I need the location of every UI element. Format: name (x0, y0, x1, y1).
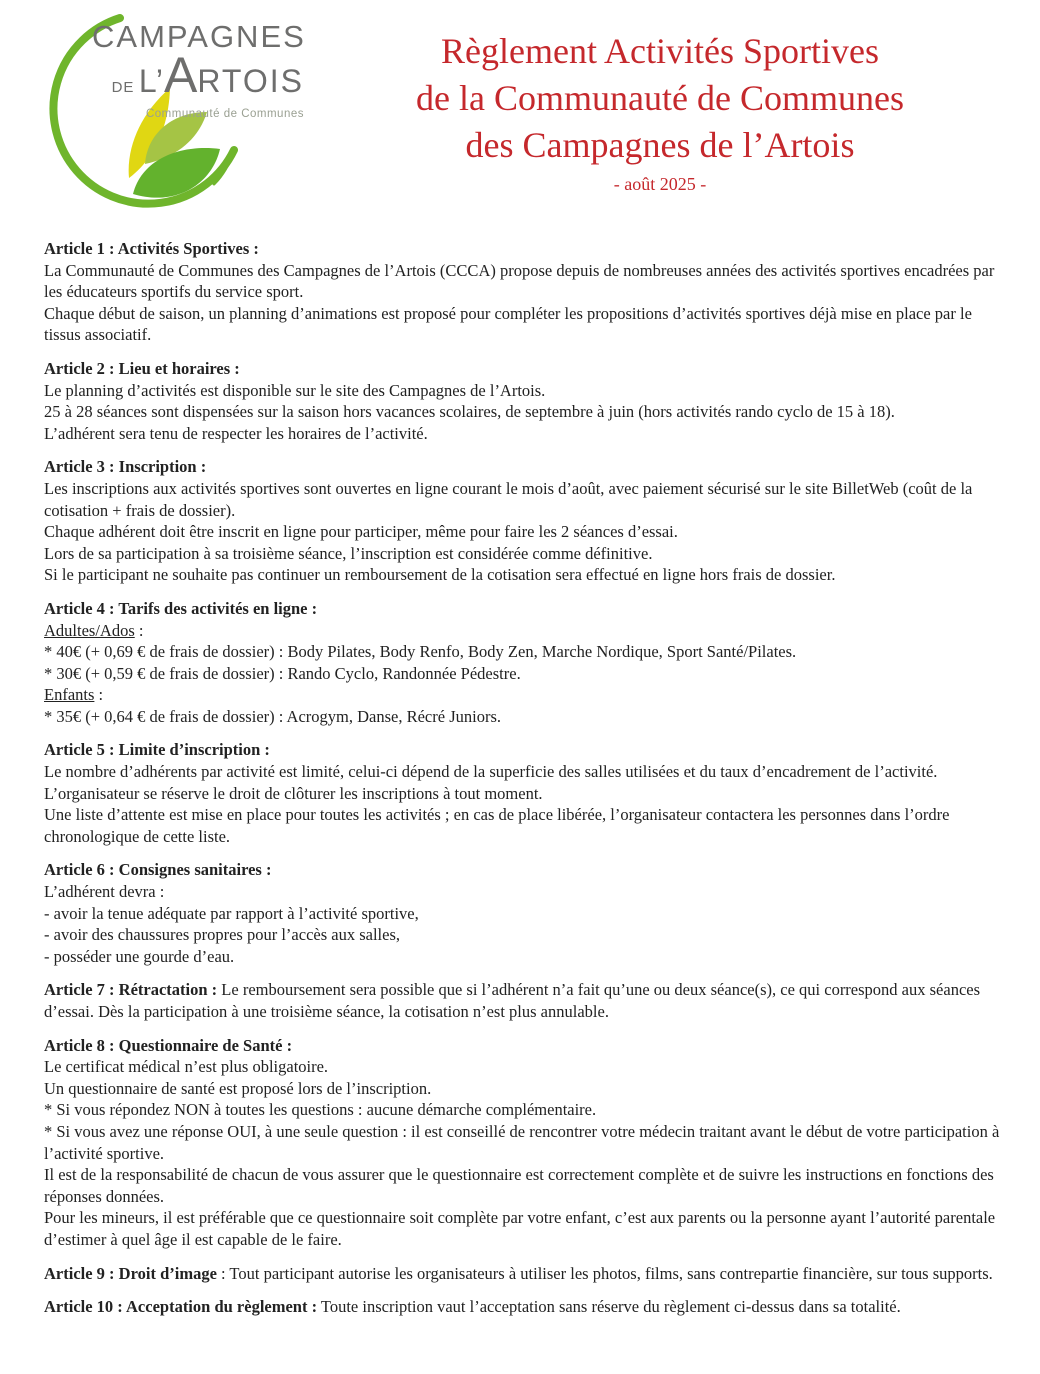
article-2-paragraph-3: L’adhérent sera tenu de respecter les horaires de l’activité. (44, 423, 428, 443)
article-9-text: : Tout participant autorise les organisateurs à utiliser les photos, films, sans contrepartie financière, sur tous supports. (216, 1263, 993, 1283)
article-9-paragraph (44, 1263, 1002, 1285)
article-4-adultes-item-2: * 30€ (+ 0,59 € de frais de dossier) : Rando Cyclo, Randonnée Pédestre. (44, 663, 521, 683)
article-7-paragraph (44, 979, 1002, 1022)
article-6-list-item-1: - avoir la tenue adéquate par rapport à l’activité sportive, (44, 903, 419, 923)
article-7-heading: Article 7 : Rétractation : (44, 980, 218, 1000)
article-2-paragraph-1: Le planning d’activités est disponible sur le site des Campagnes de l’Artois. (44, 380, 546, 400)
article-8 (44, 1035, 1002, 1251)
article-4-adultes-item-1: * 40€ (+ 0,69 € de frais de dossier) : Body Pilates, Body Renfo, Body Zen, Marche Nordique, Sport Santé/Pilates. (44, 642, 797, 662)
adultes-ados-colon: : (134, 620, 144, 640)
article-8-heading: Article 8 : Questionnaire de Santé : (44, 1035, 293, 1055)
article-6-list-item-3: - posséder une gourde d’eau. (44, 946, 235, 966)
article-4-enfants-item-1: * 35€ (+ 0,64 € de frais de dossier) : Acrogym, Danse, Récré Juniors. (44, 706, 501, 726)
article-4 (44, 598, 1002, 728)
adultes-ados-label: Adultes/Ados (44, 620, 135, 640)
article-6-list-item-2: - avoir des chaussures propres pour l’accès aux salles, (44, 925, 400, 945)
article-8-paragraph-5: Il est de la responsabilité de chacun de vous assurer que le questionnaire est correctement complète et de suivre les instructions en fonctions des réponses données. (44, 1165, 994, 1206)
article-10 (44, 1296, 1002, 1318)
article-4-adultes-label (44, 620, 1002, 642)
article-4-enfants-label (44, 684, 1002, 706)
article-1-paragraph-1: La Communauté de Communes des Campagnes de l’Artois (CCCA) propose depuis de nombreuses années des activités sportives encadrées par les éducateurs sportifs du service sport. (44, 260, 995, 302)
logo-wordmark-a: A (164, 47, 198, 103)
logo-wordmark-campagnes: CAMPAGNES (92, 19, 306, 54)
logo-wordmark-artois (92, 47, 304, 107)
article-5-paragraph-1: Le nombre d’adhérents par activité est limité, celui-ci dépend de la superficie des salles utilisées et du taux d’encadrement de l’activité. (44, 762, 938, 782)
article-2-heading: Article 2 : Lieu et horaires : (44, 358, 240, 378)
article-5-paragraph-3: Une liste d’attente est mise en place pour toutes les activités ; en cas de place libérée, l’organisateur contactera les personnes dans l’ordre chronologique de cette liste. (44, 805, 950, 846)
page-title (322, 8, 1040, 212)
article-7 (44, 979, 1002, 1022)
article-3-paragraph-4: Si le participant ne souhaite pas continuer un remboursement de la cotisation sera effectué en ligne hors frais de dossier. (44, 565, 836, 585)
article-3-heading: Article 3 : Inscription : (44, 457, 207, 477)
article-8-paragraph-6: Pour les mineurs, il est préférable que ce questionnaire soit complète par votre enfant, c’est aux parents ou la personne ayant l’autorité parentale d’estimer à quel âge il est capable de le faire. (44, 1208, 996, 1249)
enfants-colon: : (94, 685, 104, 705)
article-6 (44, 859, 1002, 967)
title-line-2: de la Communauté de Communes (416, 78, 904, 118)
article-1 (44, 238, 1002, 346)
logo-subtitle: Communauté de Communes (145, 108, 304, 120)
article-8-paragraph-2: Un questionnaire de santé est proposé lors de l’inscription. (44, 1078, 432, 1098)
article-5-heading: Article 5 : Limite d’inscription : (44, 740, 270, 760)
article-5-paragraph-2: L’organisateur se réserve le droit de clôturer les inscriptions à tout moment. (44, 783, 543, 803)
article-3-paragraph-3: Lors de sa participation à sa troisième séance, l’inscription est considérée comme définitive. (44, 543, 653, 563)
title-date: - août 2025 - (613, 174, 707, 194)
article-6-paragraph-1: L’adhérent devra : (44, 882, 165, 902)
logo-wordmark (92, 20, 304, 120)
article-7-text: Le remboursement sera possible que si l’adhérent n’a fait qu’une ou deux séance(s), ce qui correspond aux séances d’essai. Dès la participation à une troisième séance, la cotisation n’est plus annulable. (44, 980, 981, 1021)
article-2 (44, 358, 1002, 444)
article-8-paragraph-3: * Si vous répondez NON à toutes les questions : aucune démarche complémentaire. (44, 1100, 597, 1120)
article-4-heading: Article 4 : Tarifs des activités en ligne : (44, 598, 318, 618)
article-10-paragraph (44, 1296, 1002, 1318)
title-line-1: Règlement Activités Sportives (441, 31, 879, 71)
article-8-paragraph-4: * Si vous avez une réponse OUI, à une seule question : il est conseillé de rencontrer votre médecin traitant avant le début de votre participation à l’activité sportive. (44, 1121, 1000, 1163)
article-1-paragraph-2: Chaque début de saison, un planning d’animations est proposé pour compléter les propositions d’activités sportives déjà mise en place par le tissus associatif. (44, 303, 972, 345)
title-line-3: des Campagnes de l’Artois (465, 125, 855, 165)
article-2-paragraph-2: 25 à 28 séances sont dispensées sur la saison hors vacances scolaires, de septembre à juin (hors activités rando cyclo de 15 à 18). (44, 402, 895, 422)
article-1-heading: Article 1 : Activités Sportives : (44, 239, 259, 258)
article-3-paragraph-2: Chaque adhérent doit être inscrit en ligne pour participer, même pour faire les 2 séances d’essai. (44, 522, 678, 542)
article-10-heading: Article 10 : Acceptation du règlement : (44, 1297, 318, 1317)
article-6-heading: Article 6 : Consignes sanitaires : (44, 860, 272, 880)
cca-logo (44, 8, 322, 213)
article-3 (44, 456, 1002, 586)
article-8-paragraph-1: Le certificat médical n’est plus obligatoire. (44, 1057, 329, 1077)
document-body (44, 238, 1002, 1318)
enfants-label: Enfants (44, 685, 95, 705)
logo-wordmark-rtois: RTOIS (197, 63, 304, 99)
article-10-text: Toute inscription vaut l’acceptation sans réserve du règlement ci-dessus dans sa totalité. (317, 1297, 901, 1317)
article-3-paragraph-1: Les inscriptions aux activités sportives sont ouvertes en ligne courant le mois d’août, avec paiement sécurisé sur le site BilletWeb (coût de la cotisation + frais de dossier). (44, 478, 973, 520)
logo-wordmark-l: L’ (138, 63, 165, 99)
logo-wordmark-de: DE (111, 79, 135, 96)
article-9-heading: Article 9 : Droit d’image (44, 1263, 217, 1283)
document-header (0, 0, 1040, 212)
article-5 (44, 739, 1002, 847)
article-9 (44, 1263, 1002, 1285)
